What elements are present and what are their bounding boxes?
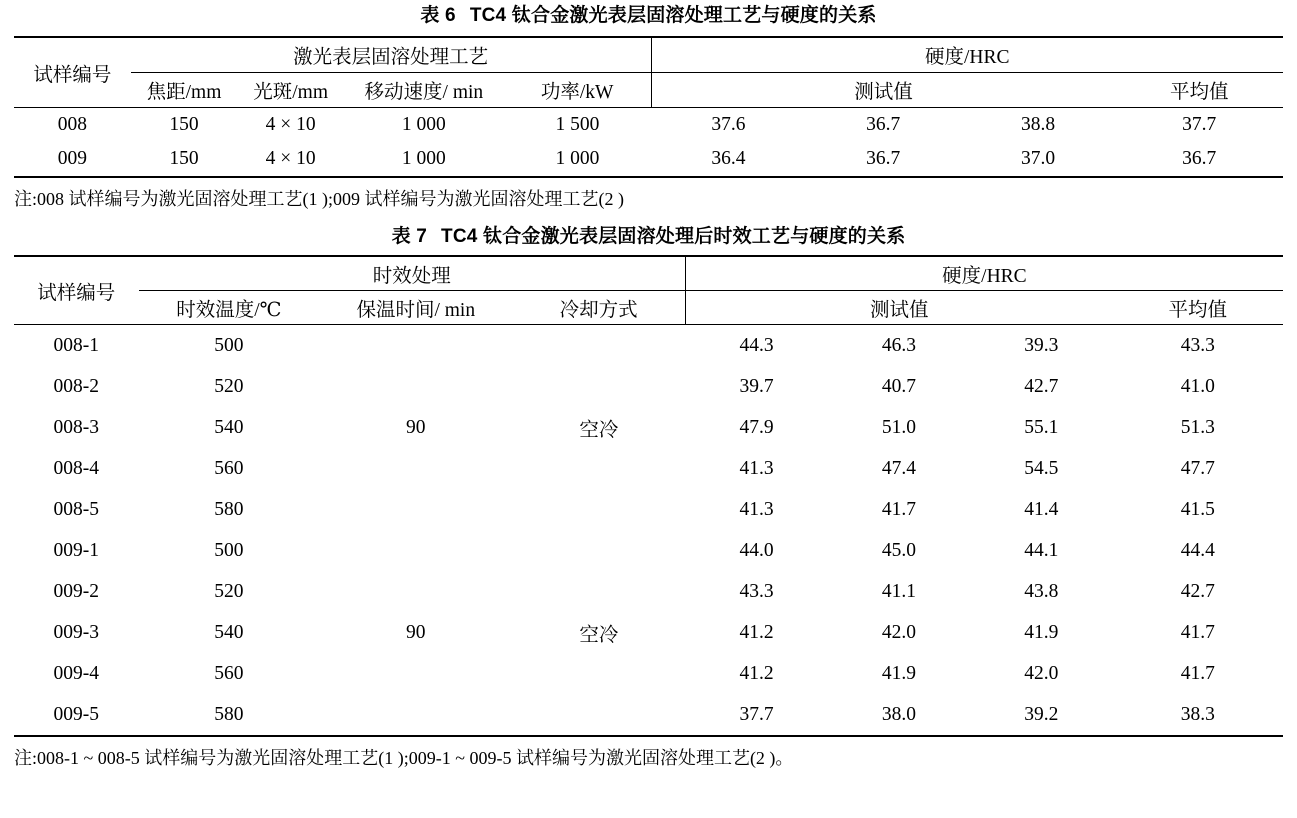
table7-row2-id: 008-3 (53, 416, 100, 438)
table6 (14, 36, 1283, 178)
table7-row9-m3: 39.2 (970, 694, 1112, 736)
table7-row1-m1: 39.7 (739, 375, 774, 397)
table6-header-group-process: 激光表层固溶处理工艺 (131, 37, 651, 73)
table7-row5-id: 009-1 (53, 539, 100, 561)
table-row (14, 530, 1283, 571)
table7-row7-avg: 41.7 (1180, 621, 1215, 643)
table7-sub-header-row (14, 291, 1283, 325)
table7-header-temp: 时效温度/℃ (176, 299, 282, 321)
table7-row7-m2: 42.0 (881, 621, 917, 643)
table7-row0-m2: 46.3 (828, 325, 970, 367)
table7-row6-cooling (512, 571, 685, 612)
table6-row1-id: 009 (14, 142, 131, 177)
table7-row1-m2: 40.7 (881, 375, 917, 397)
table6-row0-id: 008 (14, 108, 131, 143)
table7-row6-temp: 520 (214, 580, 244, 602)
table7-row3-m2: 47.4 (881, 457, 917, 479)
table6-row1-m3: 37.0 (961, 142, 1116, 177)
table7-row4-id: 008-5 (53, 498, 100, 520)
table6-row0-speed: 1 000 (344, 108, 504, 143)
table7-row2-temp: 540 (214, 416, 244, 438)
table7-row7-cooling: 空冷 (579, 624, 619, 646)
table7-row5-temp: 500 (214, 539, 244, 561)
table-row (14, 325, 1283, 367)
table-row (14, 407, 1283, 448)
table-row (14, 571, 1283, 612)
table7-row8-m1: 41.2 (739, 662, 774, 684)
table6-row0-m1: 37.6 (651, 108, 806, 143)
table7-row9-hold (319, 694, 512, 736)
table6-row1-focal: 150 (131, 142, 238, 177)
table7-row0-m1: 44.3 (685, 325, 827, 367)
table7-row6-id: 009-2 (53, 580, 100, 602)
table7-row4-hold (319, 489, 512, 530)
table7-row8-m3: 42.0 (1024, 662, 1059, 684)
table7-header-hold: 保温时间/ min (356, 299, 476, 321)
table7-row3-m1: 41.3 (739, 457, 774, 479)
table7-row9-temp: 580 (139, 694, 320, 736)
table7-row5-hold (319, 530, 512, 571)
table7-header-cooling: 冷却方式 (559, 299, 638, 321)
table6-row1-power: 1 000 (504, 142, 651, 177)
table6-row0-m3: 38.8 (961, 108, 1116, 143)
table7-row0-cooling (512, 325, 685, 367)
table7-row3-avg: 47.7 (1180, 457, 1215, 479)
table7-row6-hold (319, 571, 512, 612)
table6-group-header-row (14, 37, 1283, 73)
table6-note: 注:008 试样编号为激光固溶处理工艺(1 );009 试样编号为激光固溶处理工艺(2 ) (14, 189, 624, 209)
table6-caption (14, 0, 1283, 27)
table7-row9-id: 009-5 (14, 694, 139, 736)
table6-row1-m2: 36.7 (806, 142, 961, 177)
table7-row7-hold: 90 (406, 621, 426, 643)
table7-row7-m1: 41.2 (739, 621, 774, 643)
table-row (14, 108, 1283, 143)
table6-header-spot: 光斑/mm (253, 82, 328, 103)
table7-row2-hold: 90 (406, 416, 426, 438)
table7-row4-temp: 580 (214, 498, 244, 520)
table7-row5-m2: 45.0 (881, 539, 917, 561)
table7-row0-temp: 500 (139, 325, 320, 367)
table7-row8-avg: 41.7 (1180, 662, 1215, 684)
table7-header-group-hardness: 硬度/HRC (685, 256, 1283, 291)
table7-row0-m3: 39.3 (970, 325, 1112, 367)
table7-row5-m3: 44.1 (1024, 539, 1059, 561)
table7-row4-cooling (512, 489, 685, 530)
table7-row1-id: 008-2 (53, 375, 100, 397)
table7-row3-hold (319, 448, 512, 489)
table6-header-group-hardness: 硬度/HRC (651, 37, 1283, 73)
table7-row1-cooling (512, 366, 685, 407)
table7-row1-m3: 42.7 (1024, 375, 1059, 397)
table7-row3-cooling (512, 448, 685, 489)
table7-row4-m2: 41.7 (881, 498, 917, 520)
table7-row2-m3: 55.1 (1024, 416, 1059, 438)
table7-row3-id: 008-4 (53, 457, 100, 479)
table7-row3-temp: 560 (214, 457, 244, 479)
table-row (14, 653, 1283, 694)
table-row (14, 694, 1283, 736)
table7-row0-hold (319, 325, 512, 367)
table7-row8-id: 009-4 (53, 662, 100, 684)
table7-row2-avg: 51.3 (1180, 416, 1215, 438)
table7-row6-m1: 43.3 (739, 580, 774, 602)
table7-row3-m3: 54.5 (1024, 457, 1059, 479)
table6-row0-power: 1 500 (504, 108, 651, 143)
table6-row0-avg: 37.7 (1115, 108, 1283, 143)
table-row (14, 489, 1283, 530)
table6-header-speed: 移动速度/ min (364, 82, 484, 103)
table7-row9-m1: 37.7 (685, 694, 827, 736)
table7-row9-cooling (512, 694, 685, 736)
table6-row1-spot: 4 × 10 (237, 142, 344, 177)
table7-row5-cooling (512, 530, 685, 571)
table6-row0-m2: 36.7 (806, 108, 961, 143)
table-row (14, 142, 1283, 177)
table7-caption-number: 表 7 (391, 226, 428, 247)
table7-row2-m1: 47.9 (739, 416, 774, 438)
table6-caption-number: 表 6 (420, 5, 456, 26)
table6-header-focal: 焦距/mm (146, 82, 222, 103)
table6-header-id: 试样编号 (14, 37, 131, 108)
table-row (14, 448, 1283, 489)
table7-caption (14, 221, 1283, 248)
table7-row4-m3: 41.4 (1024, 498, 1059, 520)
table7-row7-temp: 540 (214, 621, 244, 643)
table7-row8-m2: 41.9 (881, 662, 917, 684)
table7-row8-temp: 560 (214, 662, 244, 684)
table7-row0-avg: 43.3 (1113, 325, 1283, 367)
table7-row1-avg: 41.0 (1180, 375, 1215, 397)
table6-row0-focal: 150 (131, 108, 238, 143)
table6-row1-m1: 36.4 (651, 142, 806, 177)
table7-row8-cooling (512, 653, 685, 694)
table7-row9-m2: 38.0 (828, 694, 970, 736)
table6-header-average: 平均值 (1169, 82, 1229, 103)
table7-note: 注:008-1 ~ 008-5 试样编号为激光固溶处理工艺(1 );009-1 ~ 009-5 试样编号为激光固溶处理工艺(2 )。 (14, 748, 794, 768)
table6-header-power: 功率/kW (540, 82, 614, 103)
table-row (14, 612, 1283, 653)
table7-row4-avg: 41.5 (1180, 498, 1215, 520)
table7-row9-avg: 38.3 (1113, 694, 1283, 736)
table7-header-measured: 测试值 (685, 291, 1112, 325)
table6-row1-avg: 36.7 (1115, 142, 1283, 177)
table7-group-header-row (14, 256, 1283, 291)
table7-row6-avg: 42.7 (1180, 580, 1215, 602)
table6-header-measured: 测试值 (651, 73, 1115, 108)
table7-row4-m1: 41.3 (739, 498, 774, 520)
table6-sub-header-row (14, 73, 1283, 108)
table6-caption-text: TC4 钛合金激光表层固溶处理工艺与硬度的关系 (469, 5, 877, 26)
table7-caption-text: TC4 钛合金激光表层固溶处理后时效工艺与硬度的关系 (441, 226, 906, 247)
table7-row0-id: 008-1 (14, 325, 139, 367)
table7-row5-avg: 44.4 (1180, 539, 1215, 561)
table-row (14, 366, 1283, 407)
table7-row8-hold (319, 653, 512, 694)
table7-row6-m2: 41.1 (881, 580, 917, 602)
table7-row5-m1: 44.0 (739, 539, 774, 561)
table6-row1-speed: 1 000 (344, 142, 504, 177)
table7-header-id: 试样编号 (14, 256, 139, 325)
table7-row7-id: 009-3 (53, 621, 100, 643)
table6-row0-spot: 4 × 10 (237, 108, 344, 143)
table7-row1-temp: 520 (214, 375, 244, 397)
table7-header-average: 平均值 (1168, 299, 1228, 321)
table7-row2-cooling: 空冷 (579, 419, 619, 441)
table7 (14, 255, 1283, 737)
table7-row7-m3: 41.9 (1024, 621, 1059, 643)
table7-header-group-process: 时效处理 (139, 256, 686, 291)
table7-row2-m2: 51.0 (881, 416, 917, 438)
table7-row6-m3: 43.8 (1024, 580, 1059, 602)
table7-row1-hold (319, 366, 512, 407)
